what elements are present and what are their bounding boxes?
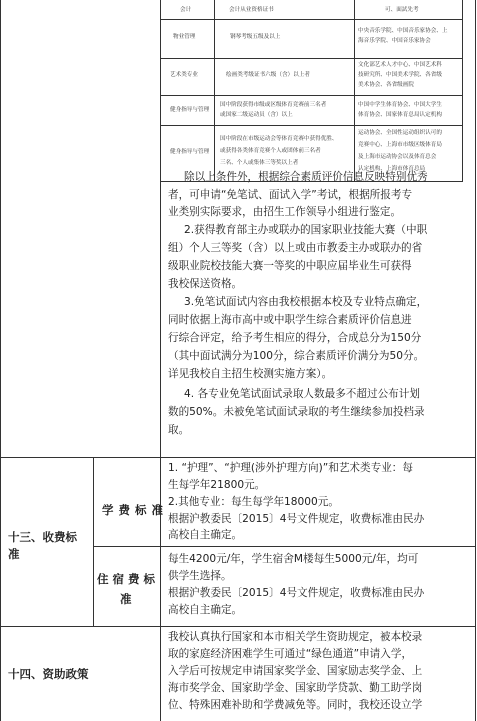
housing-label-cont: 准 [120,592,132,606]
section-14-title: 十四、资助政策 [8,667,89,681]
inner-cell-note: 及上海市运动协会以及体育总会 [358,154,437,160]
housing-line: 高校自主确定。 [168,604,243,616]
paragraph-line: 3.免笔试面试内容由我校根据本校及专业特点确定， [184,296,428,308]
inner-row-4 [160,125,463,126]
inner-cell-label: 健身指导与管理 [170,149,210,155]
inner-cell-note: 认定机构、上海市体育总局 [358,166,426,172]
inner-cell-note: 技研究所、中国美术学院、各省级 [358,72,442,78]
tuition-line: 根据沪教委民〔2015〕4号文件规定，收费标准由民办 [168,513,425,525]
inner-cell-label: 艺术类专业 [170,72,198,78]
paragraph-line: 同时依据上海市高中或中职学生综合素质评价信息进 [168,314,412,326]
inner-cell-label: 物业管理 [173,34,196,40]
section-13-title: 十三、收费标 [8,530,77,544]
inner-cell-requirement: 国中阶段在市级运动会等体育竞赛中获得优胜、 [220,136,338,142]
inner-cell-note: 可、面試先考 [385,7,419,13]
paragraph-line: 详见我校自主招生校测实施方案）。 [168,368,333,380]
row-divider-2 [0,626,476,627]
paragraph-line: 除以上条件外，根据综合素质评价信息反映特别优秀 [184,171,428,183]
inner-table-right [462,0,463,182]
inner-cell-note: 体育协会、国家体育总局认定机构 [358,112,442,118]
tuition-line: 高校自主确定。 [168,529,243,541]
inner-row-2 [160,58,463,59]
sub-row-divider [93,546,476,547]
col-divider-sub [93,458,94,626]
tuition-line: 2.其他专业：每生每学年18000元。 [168,496,339,508]
paragraph-line: 者，可申请“免笔试、面试入学”考试，根据所报考专 [168,189,413,201]
inner-cell-requirement: 三名、个人或集体三等奖以上者 [220,160,299,166]
tuition-line: 1. “护理”、“护理(涉外护理方向)”和艺术类专业：每 [168,462,413,474]
paragraph-line: 行综合评定，给予考生相应的得分，合成总分为150分 [168,332,422,344]
inner-cell-requirement: 国中阶段获得市级或区级体育竞赛前三名者 [220,102,327,108]
housing-line: 供学生选择。 [168,570,232,582]
paragraph-line: 组）个人三等奖（含）以上或由市教委主办或联办的省 [168,242,423,254]
inner-col-1 [214,0,215,182]
inner-cell-note: 中央音乐学院、中国音乐家协会、上 [358,28,448,34]
inner-cell-requirement: 会计从业资格证书 [229,7,274,13]
inner-col-2 [354,0,355,182]
inner-cell-note: 运动协会、全国性运动组织认可的 [358,130,442,136]
housing-line: 每生4200元/年，学生宿舍M楼每生5000元/年，均可 [168,553,419,565]
inner-row-3 [160,95,463,96]
tuition-line: 生每学年21800元。 [168,479,266,491]
table-border-left [0,0,1,721]
inner-cell-note: 美术协会、各省级画院 [358,82,414,88]
row-divider-1 [0,457,476,458]
aid-line: 入学后可按规定申请国家奖学金、国家励志奖学金、上 [168,665,423,677]
housing-line: 根据沪教委民〔2015〕4号文件规定，收费标准由民办 [168,587,425,599]
inner-row-1 [160,19,463,20]
aid-line: 我校认真执行国家和本市相关学生资助规定，被本校录 [168,631,423,643]
housing-label: 住宿费标 [97,572,159,586]
inner-cell-label: 会计 [180,7,192,13]
paragraph-line: 取。 [168,424,190,436]
aid-line: 位、特殊困难补助和学费减免等。同时，我校还设立学 [168,699,423,711]
inner-cell-note: 竞赛中心、上海市市级区级体育局 [358,142,442,148]
inner-cell-note: 海音乐学院、中国音乐家协会 [358,38,431,44]
aid-line: 海市奖学金、国家助学金、国家助学贷款、勤工助学岗 [168,682,423,694]
inner-cell-note: 中国中学生体育协会、中国大学生 [358,102,442,108]
inner-cell-requirement: 或获得各类体育竞赛个人或团体前三名者 [220,148,321,154]
aid-line: 取的家庭经济困难学生可通过“绿色通道”申请入学， [168,648,413,660]
inner-cell-label: 健身指导与管理 [170,107,210,113]
inner-cell-note: 文化部艺术人才中心、中国艺术科 [358,62,442,68]
inner-cell-requirement: 绘画类考级证书六级（含）以上者 [226,72,310,78]
table-border-right [475,0,476,721]
paragraph-line: 业类别实际要求，由招生工作领导小组进行鉴定。 [168,206,402,218]
paragraph-line: （其中面试满分为100分，综合素质评价满分为50分。 [168,350,425,362]
paragraph-line: 我校保送资格。 [168,278,243,290]
section-13-title-cont: 准 [8,547,20,561]
paragraph-line: 4. 各专业免笔试面试录取人数最多不超过公布计划 [184,388,420,400]
paragraph-line: 级职业院校技能大赛一等奖的中职应届毕业生可获得 [168,260,412,272]
inner-table-left [160,0,161,182]
inner-cell-requirement: 或国家二级运动员（含）以上 [220,112,293,118]
paragraph-line: 2.获得教育部主办或联办的国家职业技能大赛（中职 [184,224,428,236]
tuition-label: 学费标准 [102,503,168,517]
inner-cell-requirement: 钢琴考级五级及以上 [230,34,281,40]
paragraph-line: 数的50%。未被免笔试面试录取的考生继续参加投档录 [168,406,425,418]
